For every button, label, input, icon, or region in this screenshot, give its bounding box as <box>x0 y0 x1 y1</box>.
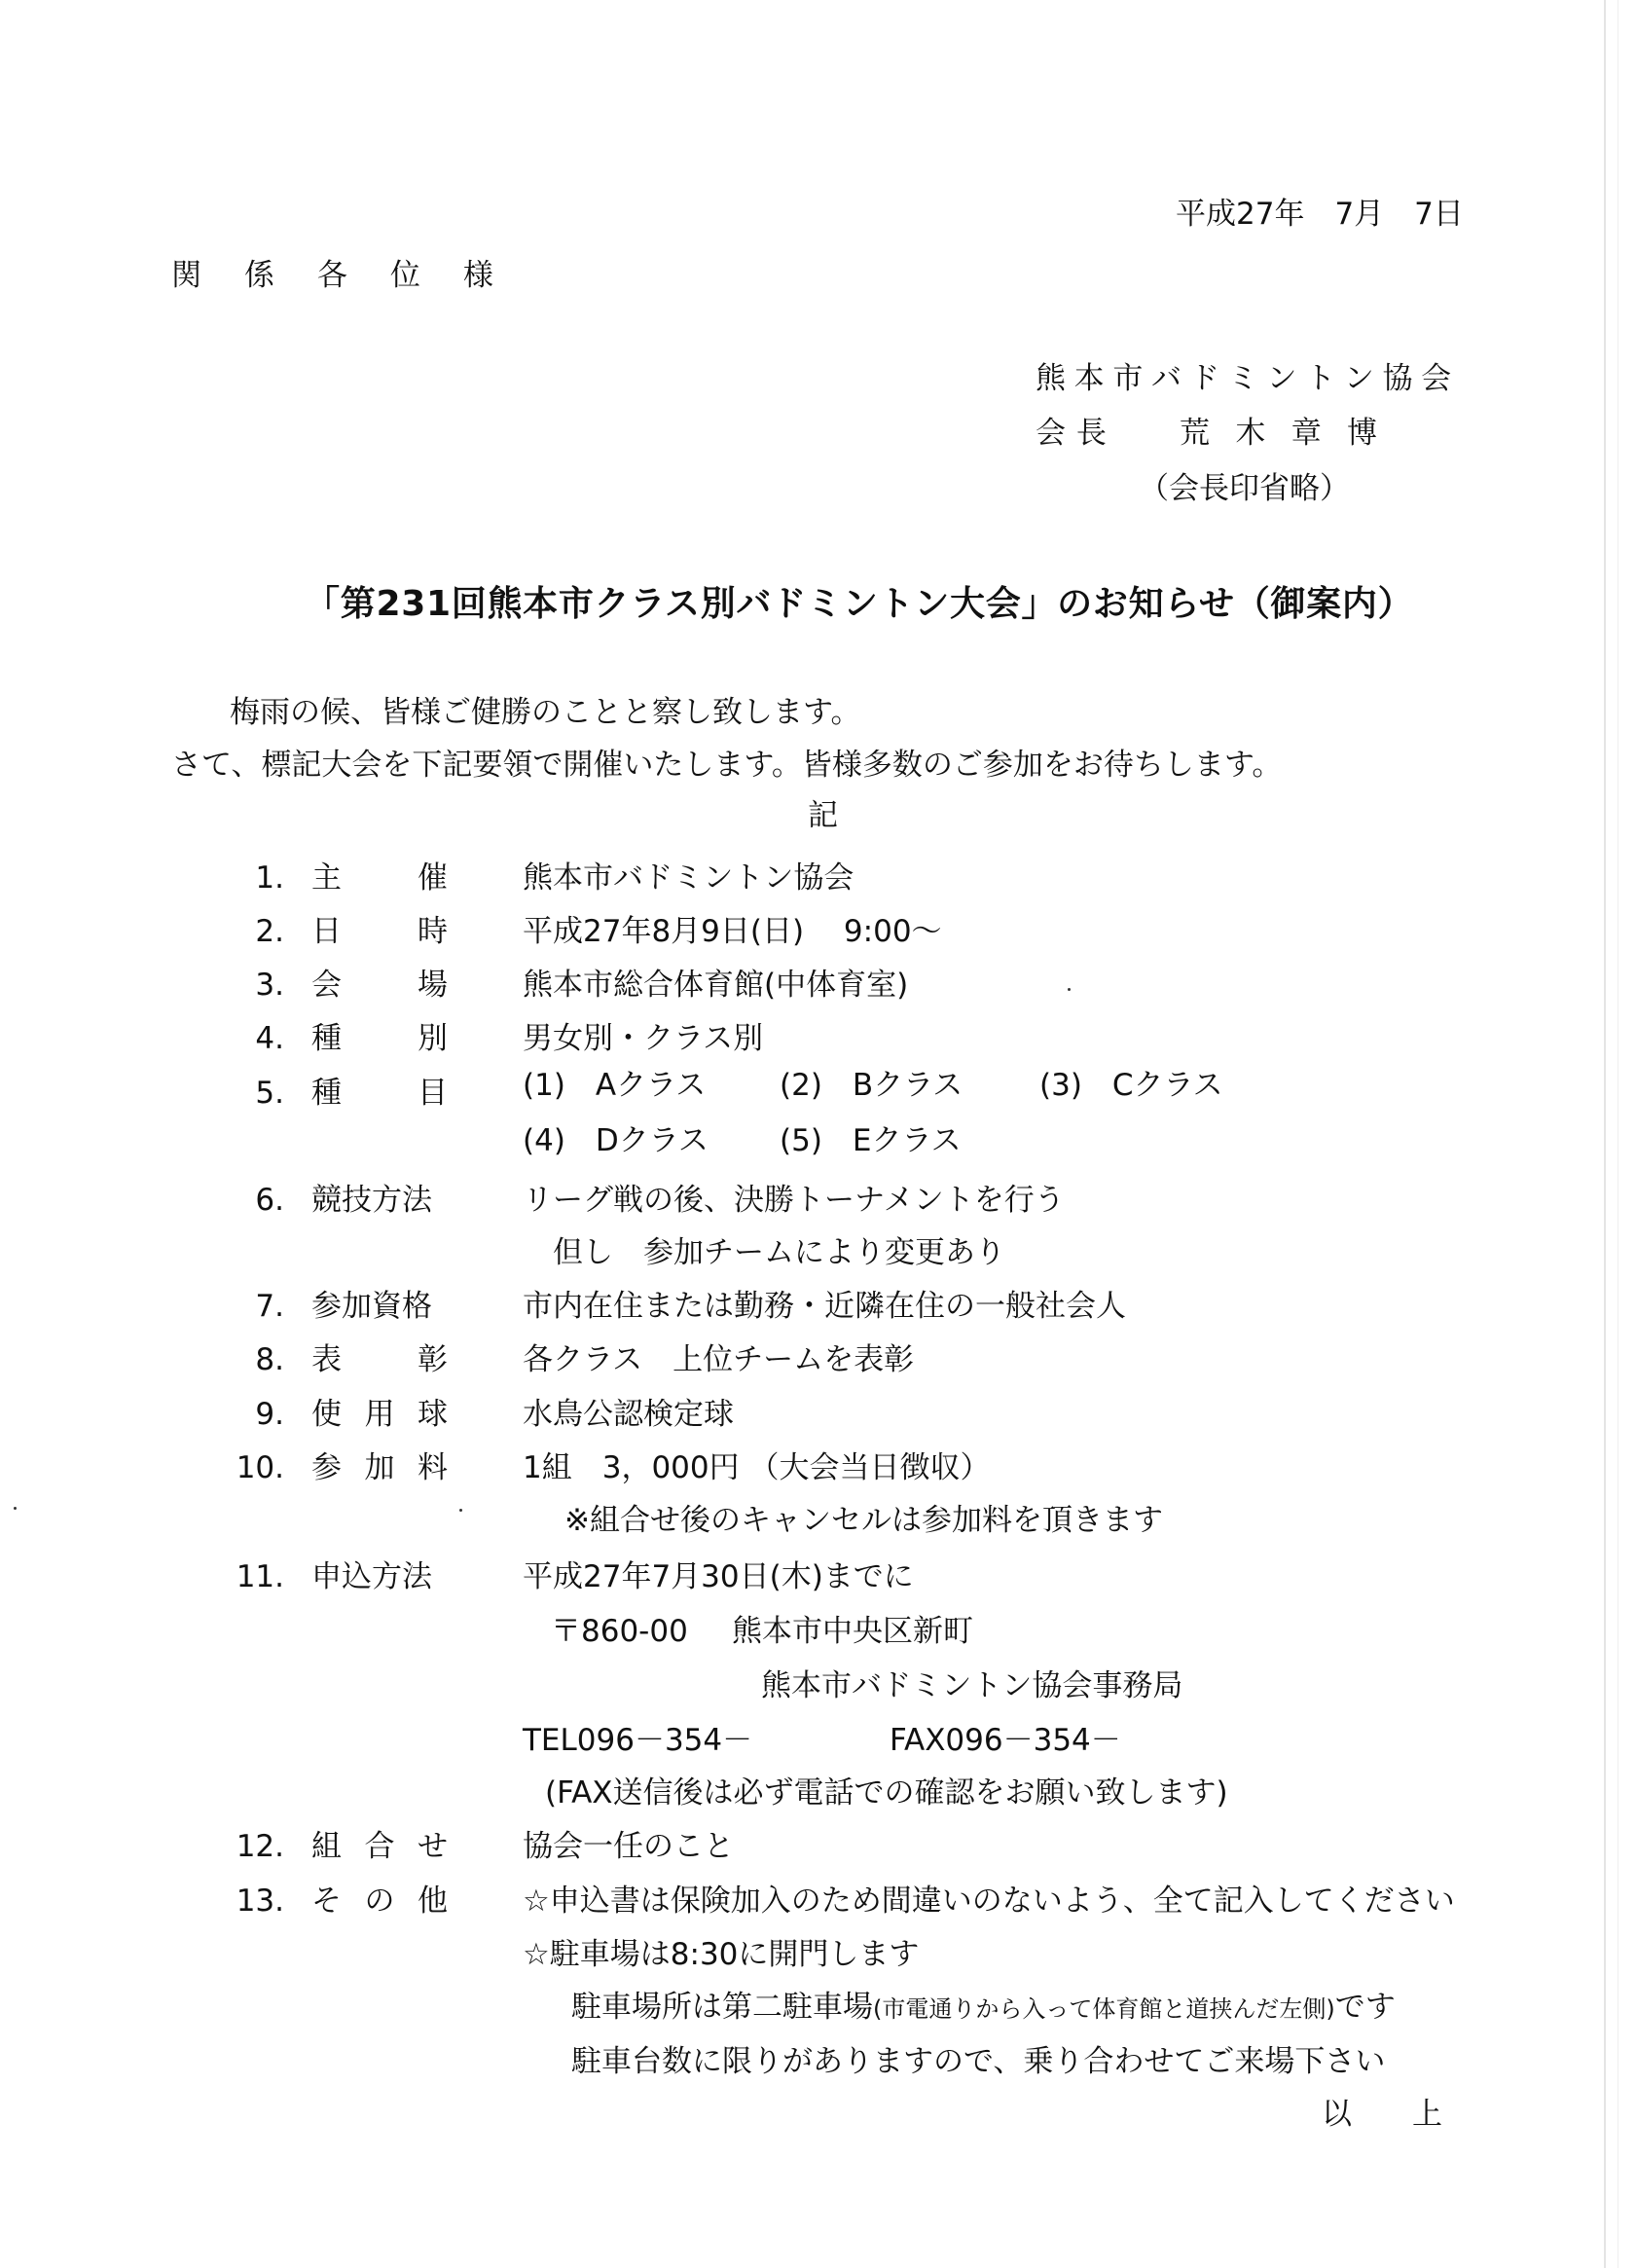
item-value: 平成27年7月30日(木)までに <box>523 1559 914 1594</box>
item-value: 水鳥公認検定球 <box>523 1397 734 1432</box>
item-number: 6. <box>255 1183 284 1218</box>
item-label-char: 加 <box>364 1450 395 1485</box>
item-label-char: 主 <box>311 860 342 896</box>
item-label-char: 会 <box>311 968 342 1003</box>
item-label-char: 種 <box>311 1076 342 1111</box>
item-number: 8. <box>255 1342 284 1377</box>
office-name: 熊本市バドミントン協会事務局 <box>761 1668 1183 1703</box>
scan-speck <box>1068 988 1071 991</box>
item-number: 13. <box>236 1884 284 1919</box>
greeting-line-1: 梅雨の候、皆様ご健勝のことと察し致します。 <box>230 695 861 730</box>
event-class-b: (2) Bクラス <box>780 1068 963 1103</box>
item-label <box>311 859 448 897</box>
item-value: 男女別・クラス別 <box>523 1021 764 1056</box>
event-class-a: (1) Aクラス <box>523 1068 707 1103</box>
other-note-parking-open: ☆駐車場は8:30に開門します <box>523 1937 920 1972</box>
item-label <box>311 966 448 1005</box>
document-date: 平成27年 7月 7日 <box>1176 197 1464 232</box>
item-label-char: 表 <box>311 1342 342 1377</box>
item-value: 平成27年8月9日(日) 9:00～ <box>523 914 942 949</box>
item-value: 各クラス 上位チームを表彰 <box>523 1342 915 1377</box>
item-value: 市内在住または勤務・近隣在住の一般社会人 <box>523 1289 1126 1324</box>
item-label <box>311 1340 448 1379</box>
other-note-carpool: 駐車台数に限りがありますので、乗り合わせてご来場下さい <box>571 2044 1386 2079</box>
item-number: 2. <box>255 914 284 949</box>
item-value: リーグ戦の後、決勝トーナメントを行う <box>523 1183 1065 1218</box>
item-number: 9. <box>255 1397 284 1432</box>
item-number: 4. <box>255 1021 284 1056</box>
paper-fold-line <box>1604 0 1606 2268</box>
item-label-char: 他 <box>418 1884 448 1919</box>
item-number: 12. <box>236 1829 284 1864</box>
item-number: 3. <box>255 968 284 1003</box>
item-label-char: 日 <box>311 914 342 949</box>
item-label <box>311 1019 448 1058</box>
item-number: 10. <box>236 1450 284 1485</box>
greeting-line-2: さて、標記大会を下記要領で開催いたします。皆様多数のご参加をお待ちします。 <box>171 748 1283 783</box>
parking-location-end: です <box>1334 1990 1396 2025</box>
item-label-char: 参 <box>311 1450 342 1485</box>
postal-code: 〒860-00 <box>551 1614 688 1649</box>
item-label-char: の <box>364 1884 395 1919</box>
item-label-char: せ <box>418 1829 448 1864</box>
item-number: 11. <box>236 1559 284 1594</box>
item-label-char: 目 <box>418 1076 448 1111</box>
item-label-char: 用 <box>364 1397 395 1432</box>
scan-speck <box>459 1509 462 1512</box>
item-label-char: 使 <box>311 1397 342 1432</box>
item-value: 協会一任のこと <box>523 1829 734 1864</box>
addressee: 関 係 各 位 様 <box>171 258 510 293</box>
item-label <box>311 1395 448 1434</box>
item-label-char: 料 <box>418 1450 448 1485</box>
document-title: 「第231回熊本市クラス別バドミントン大会」のお知らせ（御案内） <box>305 584 1414 624</box>
sender-organization: 熊本市バドミントン協会 <box>1036 361 1460 396</box>
item-value: 1組 3，000円 （大会当日徴収） <box>523 1450 991 1485</box>
closing-mark: 以 上 <box>1322 2097 1442 2132</box>
fee-cancel-note: ※組合せ後のキャンセルは参加料を頂きます <box>564 1503 1163 1538</box>
item-label-char: 組 <box>311 1829 342 1864</box>
president-title: 会長 <box>1036 416 1117 451</box>
item-label <box>311 1448 448 1487</box>
fax-confirm-note: (FAX送信後は必ず電話での確認をお願い致します) <box>545 1775 1228 1811</box>
president-name: 荒木章博 <box>1180 416 1403 451</box>
item-label <box>311 1827 448 1866</box>
item-value: 熊本市総合体育館(中体育室) <box>523 968 909 1003</box>
item-label-char: 時 <box>418 914 448 949</box>
item-label <box>311 1074 448 1113</box>
item-label <box>311 1882 448 1920</box>
office-address: 熊本市中央区新町 <box>732 1614 973 1649</box>
item-label-char: 申込方法 <box>311 1559 432 1594</box>
item-number: 5. <box>255 1076 284 1111</box>
item-label-char: 参加資格 <box>311 1289 432 1324</box>
other-note-insurance: ☆申込書は保険加入のため間違いのないよう、全て記入してください <box>523 1884 1455 1919</box>
item-label-char: 球 <box>418 1397 448 1432</box>
event-class-e: (5) Eクラス <box>780 1123 962 1158</box>
event-class-d: (4) Dクラス <box>523 1123 709 1158</box>
item-label-char: 種 <box>311 1021 342 1056</box>
item-label-char: 別 <box>418 1021 448 1056</box>
item-label-char: 場 <box>418 968 448 1003</box>
other-note-parking-location <box>571 1988 1396 2031</box>
event-class-c: (3) Cクラス <box>1039 1068 1223 1103</box>
phone-number: TEL096－354－ <box>523 1723 753 1758</box>
scan-speck <box>14 1507 17 1510</box>
item-label <box>311 1557 448 1596</box>
seal-note: （会長印省略） <box>1139 471 1350 506</box>
item-number: 1. <box>255 860 284 896</box>
parking-location-detail: (市電通りから入って体育館と道挟んだ左側) <box>873 1995 1335 2023</box>
item-label-char: そ <box>311 1884 342 1919</box>
item-label <box>311 1181 448 1220</box>
item-label-char: 合 <box>364 1829 395 1864</box>
item-number: 7. <box>255 1289 284 1324</box>
item-label <box>311 912 448 951</box>
fax-number: FAX096－354－ <box>890 1723 1121 1758</box>
item-label-char: 催 <box>418 860 448 896</box>
item-label-char: 競技方法 <box>311 1183 432 1218</box>
ki-heading: 記 <box>808 798 838 833</box>
item-label-char: 彰 <box>418 1342 448 1377</box>
item-value: 但し 参加チームにより変更あり <box>523 1235 1005 1270</box>
item-label <box>311 1287 448 1326</box>
item-value: 熊本市バドミントン協会 <box>523 860 854 896</box>
parking-location-text: 駐車場所は第二駐車場 <box>571 1990 873 2025</box>
